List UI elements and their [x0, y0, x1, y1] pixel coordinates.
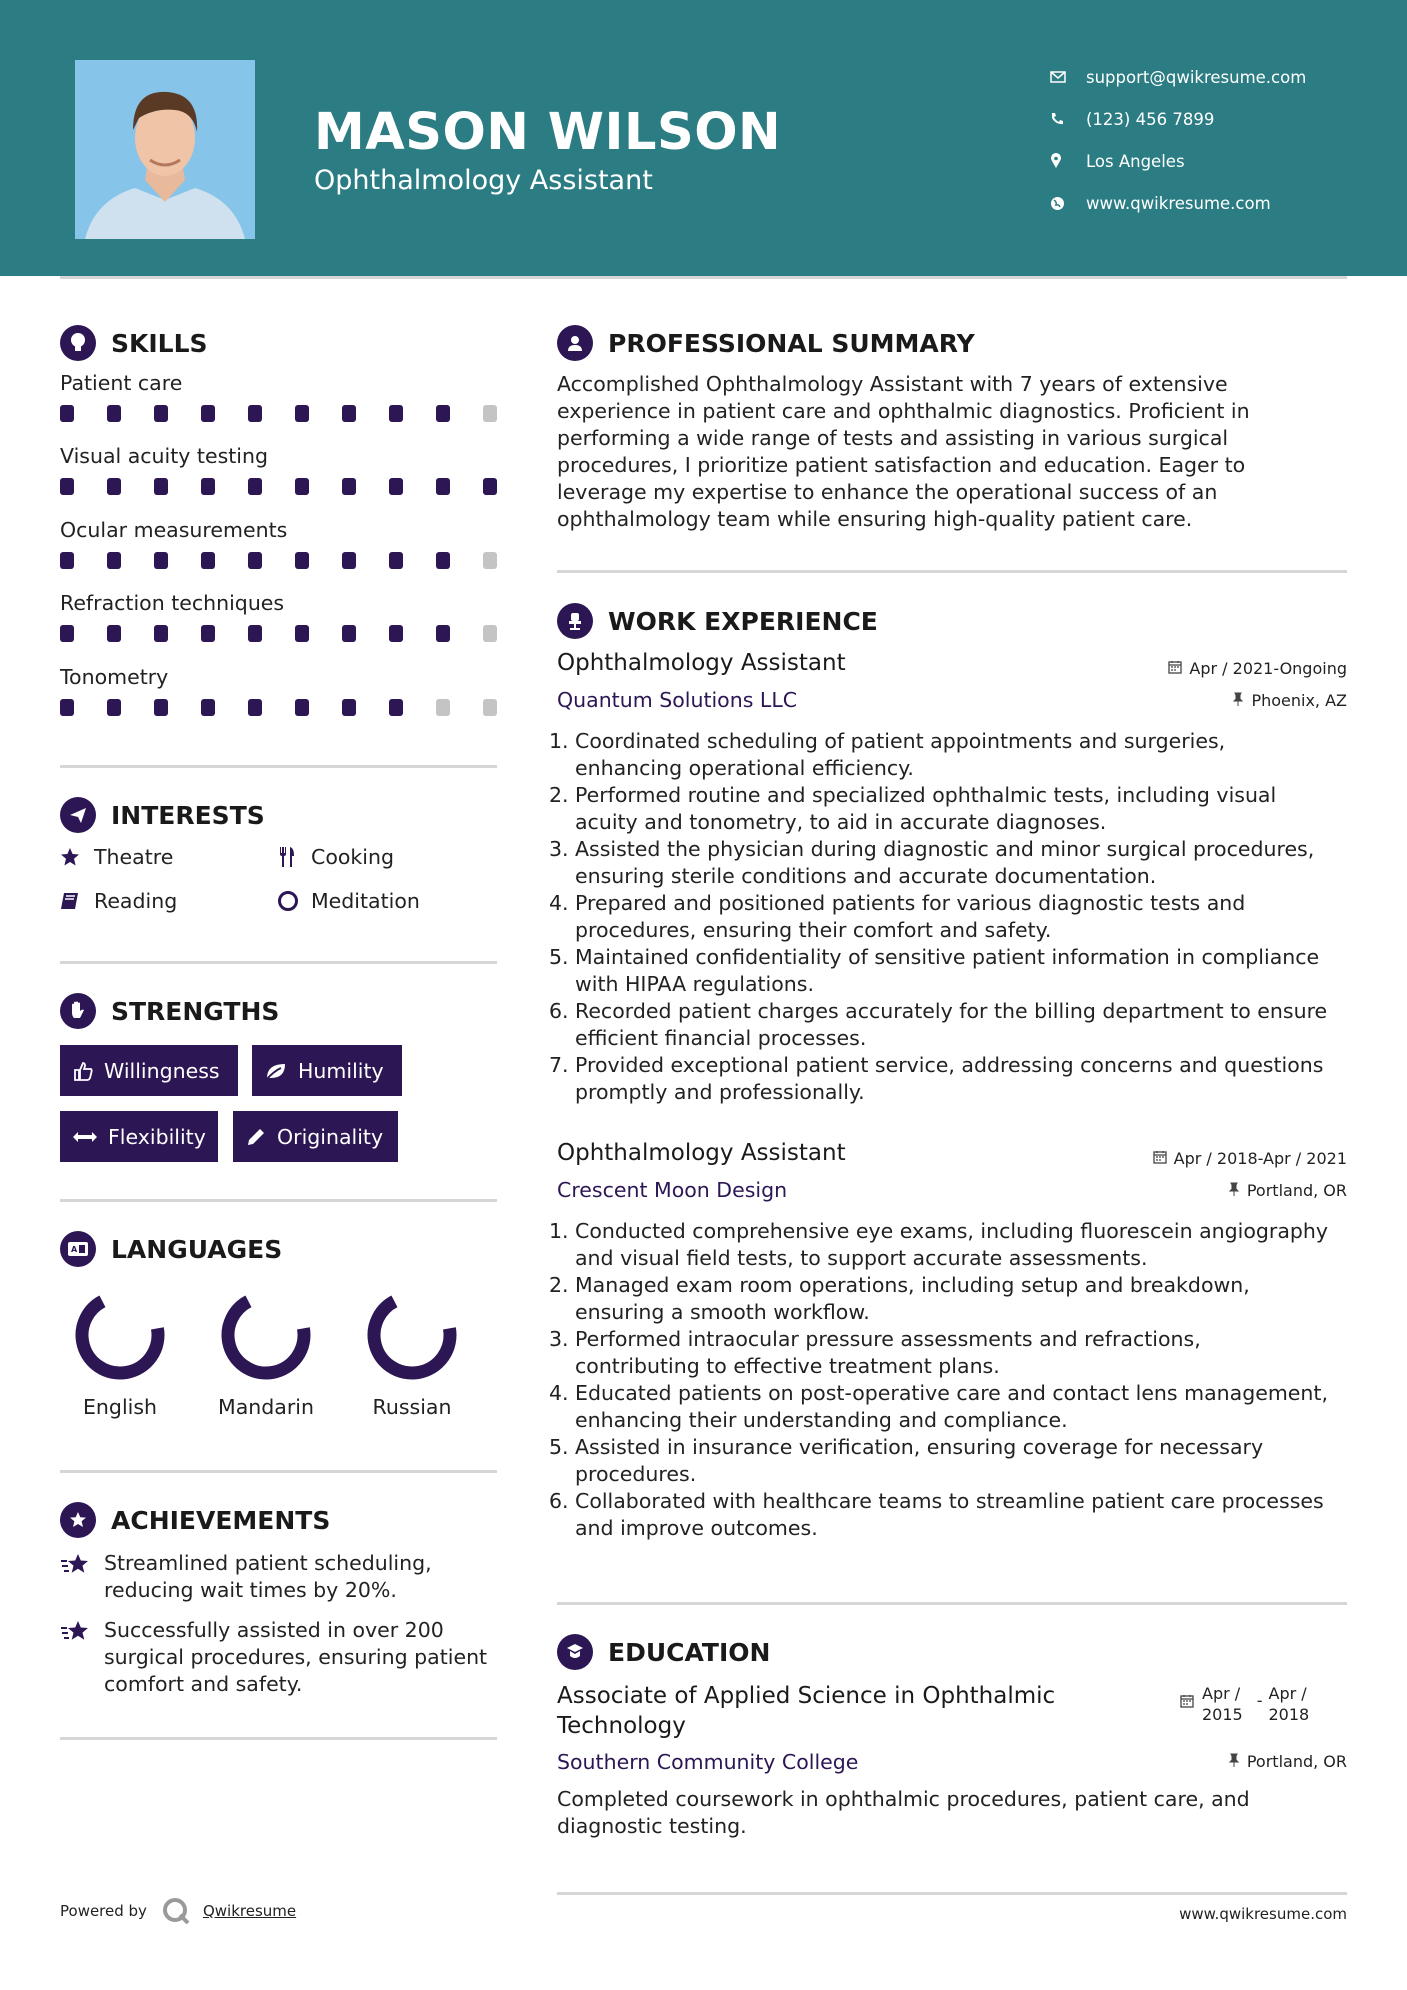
duty-item [549, 836, 1357, 890]
language-progress-ring [70, 1285, 170, 1385]
skill-item [60, 444, 500, 495]
duty-line: procedures. [575, 1462, 697, 1486]
rating-dot-filled [107, 478, 121, 495]
duty-line: Provided exceptional patient service, addressing concerns and questions [575, 1053, 1324, 1077]
section-divider [60, 1199, 497, 1202]
duty-line: Assisted in insurance verification, ensuring coverage for necessary [575, 1435, 1264, 1459]
duty-text [575, 998, 1327, 1052]
interest-item [60, 889, 177, 913]
job-dates-text: Apr / 2021-Ongoing [1189, 659, 1347, 678]
duty-text [575, 782, 1276, 836]
rating-dot-filled [201, 699, 215, 716]
duty-line: Managed exam room operations, including setup and breakdown, [575, 1273, 1250, 1297]
duty-number: 4. [549, 1381, 569, 1405]
language-item [50, 1285, 190, 1419]
achievement-line: surgical procedures, ensuring patient [104, 1645, 488, 1669]
education-location-text: Portland, OR [1246, 1752, 1347, 1771]
rating-dot-filled [389, 405, 403, 422]
rating-dot-filled [389, 478, 403, 495]
rating-dot-empty [436, 699, 450, 716]
user-icon [557, 325, 593, 361]
duty-text [575, 1052, 1323, 1106]
contact-website-text: www.qwikresume.com [1086, 193, 1271, 213]
duty-item [549, 998, 1357, 1052]
rating-dot-filled [154, 625, 168, 642]
achievement-item [60, 1550, 510, 1604]
job-title: Ophthalmology Assistant [557, 650, 846, 676]
strength-label: Willingness [104, 1058, 220, 1083]
duty-item [549, 1380, 1357, 1434]
candidate-name: MASON WILSON [314, 103, 782, 162]
rating-dot-empty [483, 405, 497, 422]
section-divider [60, 961, 497, 964]
skills-title: SKILLS [111, 328, 208, 358]
star-burst-icon [60, 1550, 104, 1604]
degree-line: Associate of Applied Science in Ophthalmic [557, 1683, 1056, 1709]
experience-title: WORK EXPERIENCE [608, 606, 878, 636]
rating-dot-filled [154, 552, 168, 569]
qwikresume-logo-icon [161, 1896, 191, 1926]
calendar-icon [1180, 1693, 1194, 1712]
rating-dot-filled [436, 405, 450, 422]
hand-icon [60, 993, 96, 1029]
summary-line: Accomplished Ophthalmology Assistant with 7 years of extensive [557, 372, 1228, 396]
skill-rating [60, 625, 497, 642]
achievement-line: Successfully assisted in over 200 [104, 1618, 444, 1642]
duty-item [549, 1218, 1357, 1272]
duty-number: 4. [549, 891, 569, 915]
duty-line: ensuring a smooth workflow. [575, 1300, 870, 1324]
language-progress-ring [362, 1285, 462, 1385]
rating-dot-filled [248, 552, 262, 569]
rating-dot-filled [248, 699, 262, 716]
contact-phone[interactable] [1050, 98, 1306, 140]
duty-text [575, 1488, 1324, 1542]
duty-line: with HIPAA regulations. [575, 972, 814, 996]
section-divider [557, 1892, 1347, 1895]
education-dates [1180, 1683, 1309, 1725]
date-start-year: 2015 [1202, 1705, 1243, 1724]
achievement-line: comfort and safety. [104, 1672, 303, 1696]
duty-line: and visual field tests, to support accurate assessments. [575, 1246, 1148, 1270]
job-location-text: Portland, OR [1246, 1181, 1347, 1200]
duty-line: Maintained confidentiality of sensitive patient information in compliance [575, 945, 1320, 969]
globe-icon [1050, 196, 1086, 211]
rating-dot-filled [107, 699, 121, 716]
pushpin-icon [1228, 1752, 1240, 1771]
contact-website[interactable] [1050, 182, 1306, 224]
contact-email[interactable] [1050, 56, 1306, 98]
duty-item [549, 890, 1357, 944]
duty-item [549, 782, 1357, 836]
job-duties [549, 728, 1357, 1106]
rating-dot-filled [295, 478, 309, 495]
date-end-month: Apr / [1268, 1684, 1307, 1703]
duty-item [549, 1052, 1357, 1106]
duty-line: ensuring sterile conditions and accurate documentation. [575, 864, 1157, 888]
rating-dot-empty [483, 552, 497, 569]
skill-item [60, 591, 500, 642]
job-duties [549, 1218, 1357, 1542]
strength-badge [252, 1045, 402, 1096]
calendar-icon [1153, 1149, 1167, 1168]
skill-item [60, 371, 500, 422]
phone-icon [1050, 112, 1086, 126]
leaf-icon [264, 1061, 288, 1081]
duty-line: efficient financial processes. [575, 1026, 867, 1050]
pushpin-icon [1232, 691, 1244, 710]
duty-number: 1. [549, 729, 569, 753]
education-location [1228, 1752, 1347, 1771]
education-desc-line: Completed coursework in ophthalmic procedures, patient care, and [557, 1787, 1250, 1811]
utensils-icon [277, 846, 311, 868]
rating-dot-filled [107, 405, 121, 422]
map-pin-icon [1050, 153, 1086, 169]
duty-line: Educated patients on post-operative care and contact lens management, [575, 1381, 1328, 1405]
arrows-horizontal-icon [72, 1130, 98, 1144]
duty-text [575, 1380, 1328, 1434]
strength-badge [60, 1045, 238, 1096]
date-start-month: Apr / [1202, 1684, 1241, 1703]
footer-url[interactable]: www.qwikresume.com [1179, 1905, 1347, 1923]
rating-dot-empty [483, 625, 497, 642]
rating-dot-filled [107, 552, 121, 569]
circle-icon [277, 890, 311, 912]
strength-label: Humility [298, 1058, 384, 1083]
rating-dot-filled [248, 405, 262, 422]
languages-heading [60, 1231, 282, 1267]
duty-line: procedures, ensuring their comfort and safety. [575, 918, 1052, 942]
rating-dot-filled [483, 478, 497, 495]
rating-dot-filled [295, 405, 309, 422]
language-level-arc [368, 1291, 456, 1379]
duty-text [575, 890, 1245, 944]
star-icon [60, 847, 94, 867]
duty-number: 3. [549, 837, 569, 861]
footer-powered-by [60, 1896, 296, 1926]
duty-text [575, 1272, 1250, 1326]
rating-dot-filled [342, 405, 356, 422]
achievement-item [60, 1617, 510, 1698]
duty-item [549, 1434, 1357, 1488]
rating-dot-filled [342, 552, 356, 569]
rating-dot-filled [201, 552, 215, 569]
office-chair-icon [557, 603, 593, 639]
rating-dot-filled [60, 405, 74, 422]
header-divider [60, 276, 1347, 279]
interest-item [277, 845, 394, 869]
duty-line: enhancing their understanding and compliance. [575, 1408, 1068, 1432]
language-label: Mandarin [218, 1395, 314, 1419]
skill-label: Ocular measurements [60, 518, 288, 542]
paper-plane-icon [60, 797, 96, 833]
duty-item [549, 1272, 1357, 1326]
job-company: Quantum Solutions LLC [557, 688, 798, 712]
duty-line: Collaborated with healthcare teams to streamline patient care processes [575, 1489, 1324, 1513]
graduate-icon [557, 1634, 593, 1670]
job-title: Ophthalmology Assistant [557, 1140, 846, 1166]
contact-phone-text: (123) 456 7899 [1086, 109, 1215, 129]
rating-dot-filled [295, 625, 309, 642]
rating-dot-empty [483, 699, 497, 716]
skill-item [60, 518, 500, 569]
section-divider [60, 765, 497, 768]
duty-item [549, 1326, 1357, 1380]
star-burst-icon [60, 1617, 104, 1698]
job-location-text: Phoenix, AZ [1251, 691, 1347, 710]
strength-label: Flexibility [108, 1124, 206, 1149]
job-dates [1168, 659, 1347, 678]
summary-text [557, 371, 1347, 533]
rating-dot-filled [60, 552, 74, 569]
interest-item [277, 889, 420, 913]
job-dates-text: Apr / 2018-Apr / 2021 [1173, 1149, 1347, 1168]
achievements-heading [60, 1502, 330, 1538]
date-separator: - [1256, 1691, 1263, 1710]
contact-location [1050, 140, 1306, 182]
language-level-arc [76, 1291, 164, 1379]
pushpin-icon [1228, 1181, 1240, 1200]
language-level-arc [222, 1291, 310, 1379]
duty-text [575, 1326, 1201, 1380]
strength-badge [60, 1111, 218, 1162]
book-icon [60, 891, 94, 911]
powered-by-text: Powered by [60, 1902, 147, 1920]
interest-item [60, 845, 173, 869]
summary-line: performing a wide range of tests and assisting in various surgical [557, 426, 1229, 450]
duty-number: 6. [549, 1489, 569, 1513]
summary-line: procedures, I prioritize patient satisfaction and education. Eager to [557, 453, 1246, 477]
svg-text:A: A [71, 1245, 78, 1254]
duty-text [575, 728, 1225, 782]
skills-heading [60, 325, 208, 361]
rating-dot-filled [201, 405, 215, 422]
contact-list [1050, 56, 1306, 224]
rating-dot-filled [436, 478, 450, 495]
job-company: Crescent Moon Design [557, 1178, 788, 1202]
interests-heading [60, 797, 265, 833]
rating-dot-filled [60, 478, 74, 495]
envelope-icon [1050, 71, 1086, 83]
duty-line: acuity and tonometry, to aid in accurate diagnoses. [575, 810, 1107, 834]
achievements-title: ACHIEVEMENTS [111, 1505, 331, 1535]
education-title: EDUCATION [608, 1637, 771, 1667]
duty-line: Recorded patient charges accurately for the billing department to ensure [575, 999, 1328, 1023]
skill-label: Tonometry [60, 665, 169, 689]
duty-item [549, 728, 1357, 782]
skill-rating [60, 699, 497, 716]
duty-line: promptly and professionally. [575, 1080, 865, 1104]
degree-title [557, 1681, 1117, 1741]
summary-line: ophthalmology team while ensuring high-quality patient care. [557, 507, 1193, 531]
rating-dot-filled [342, 625, 356, 642]
achievement-line: reducing wait times by 20%. [104, 1578, 397, 1602]
date-end-year: 2018 [1268, 1705, 1310, 1724]
profile-photo [75, 60, 255, 239]
skill-label: Refraction techniques [60, 591, 285, 615]
duty-text [575, 836, 1314, 890]
section-divider [557, 1602, 1347, 1605]
interest-label: Cooking [311, 845, 394, 869]
job-dates [1153, 1149, 1347, 1168]
duty-line: and improve outcomes. [575, 1516, 818, 1540]
contact-email-text: support@qwikresume.com [1086, 67, 1307, 87]
duty-number: 7. [549, 1053, 569, 1077]
award-star-icon [60, 1502, 96, 1538]
duty-line: Performed intraocular pressure assessments and refractions, [575, 1327, 1201, 1351]
summary-title: PROFESSIONAL SUMMARY [608, 328, 975, 358]
duty-line: contributing to effective treatment plans. [575, 1354, 1000, 1378]
duty-item [549, 1488, 1357, 1542]
experience-heading [557, 603, 878, 639]
duty-number: 2. [549, 783, 569, 807]
rating-dot-filled [248, 625, 262, 642]
duty-number: 6. [549, 999, 569, 1023]
rating-dot-filled [295, 699, 309, 716]
rating-dot-filled [201, 478, 215, 495]
education-heading [557, 1634, 770, 1670]
language-progress-ring [216, 1285, 316, 1385]
duty-number: 1. [549, 1219, 569, 1243]
duty-line: Performed routine and specialized ophthalmic tests, including visual [575, 783, 1277, 807]
duty-text [575, 1218, 1328, 1272]
interest-label: Meditation [311, 889, 420, 913]
rating-dot-filled [389, 625, 403, 642]
duty-line: enhancing operational efficiency. [575, 756, 914, 780]
skill-item [60, 665, 500, 716]
skill-rating [60, 552, 497, 569]
languages-title: LANGUAGES [111, 1234, 283, 1264]
duty-line: Coordinated scheduling of patient appointments and surgeries, [575, 729, 1226, 753]
rating-dot-filled [201, 625, 215, 642]
contact-location-text: Los Angeles [1086, 151, 1185, 171]
interests-title: INTERESTS [111, 800, 265, 830]
rating-dot-filled [342, 478, 356, 495]
skill-rating [60, 478, 497, 495]
rating-dot-filled [248, 478, 262, 495]
achievement-line: Streamlined patient scheduling, [104, 1551, 432, 1575]
strength-label: Originality [277, 1124, 384, 1149]
interest-label: Reading [94, 889, 178, 913]
strength-badge [233, 1111, 398, 1162]
lightbulb-icon [60, 325, 96, 361]
language-label: Russian [372, 1395, 452, 1419]
qwikresume-link[interactable]: Qwikresume [202, 1902, 297, 1920]
rating-dot-filled [436, 552, 450, 569]
education-desc-line: diagnostic testing. [557, 1814, 747, 1838]
duty-number: 3. [549, 1327, 569, 1351]
strengths-title: STRENGTHS [111, 996, 280, 1026]
resume-header [0, 0, 1407, 276]
duty-number: 5. [549, 945, 569, 969]
skill-label: Patient care [60, 371, 183, 395]
job-location [1228, 1181, 1347, 1200]
duty-line: Prepared and positioned patients for various diagnostic tests and [575, 891, 1246, 915]
school-name: Southern Community College [557, 1750, 859, 1774]
section-divider [60, 1737, 497, 1740]
duty-text [575, 944, 1319, 998]
language-label: English [82, 1395, 158, 1419]
rating-dot-filled [60, 625, 74, 642]
candidate-role: Ophthalmology Assistant [314, 165, 653, 196]
duty-item [549, 944, 1357, 998]
language-item [196, 1285, 336, 1419]
rating-dot-filled [436, 625, 450, 642]
rating-dot-filled [107, 625, 121, 642]
rating-dot-filled [295, 552, 309, 569]
language-item [342, 1285, 482, 1419]
rating-dot-filled [389, 552, 403, 569]
duty-text [575, 1434, 1263, 1488]
rating-dot-filled [154, 405, 168, 422]
language-icon [60, 1231, 96, 1267]
summary-line: leverage my expertise to enhance the operational success of an [557, 480, 1218, 504]
thumbs-up-icon [72, 1060, 94, 1082]
duty-line: Assisted the physician during diagnostic and minor surgical procedures, [575, 837, 1315, 861]
rating-dot-filled [60, 699, 74, 716]
rating-dot-filled [154, 478, 168, 495]
pencil-icon [245, 1126, 267, 1148]
skill-rating [60, 405, 497, 422]
summary-heading [557, 325, 975, 361]
rating-dot-filled [389, 699, 403, 716]
rating-dot-filled [154, 699, 168, 716]
strengths-heading [60, 993, 279, 1029]
education-description [557, 1786, 1347, 1840]
section-divider [557, 570, 1347, 573]
degree-line: Technology [557, 1713, 686, 1739]
skill-label: Visual acuity testing [60, 444, 268, 468]
duty-line: Conducted comprehensive eye exams, including fluorescein angiography [575, 1219, 1329, 1243]
section-divider [60, 1470, 497, 1473]
job-location [1232, 691, 1347, 710]
rating-dot-filled [342, 699, 356, 716]
summary-line: experience in patient care and ophthalmic diagnostics. Proficient in [557, 399, 1250, 423]
interest-label: Theatre [94, 845, 174, 869]
calendar-icon [1168, 659, 1182, 678]
duty-number: 5. [549, 1435, 569, 1459]
duty-number: 2. [549, 1273, 569, 1297]
